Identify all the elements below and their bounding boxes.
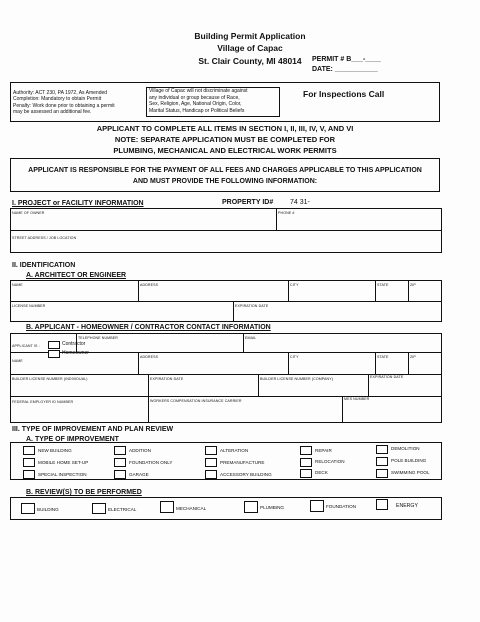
- special-inspection-label: SPECIAL INSPECTION: [38, 472, 87, 477]
- premanufacture-checkbox[interactable]: [205, 458, 217, 467]
- completion-line: Completion: Mandatory to obtain Permit: [13, 96, 102, 103]
- contractor-checkbox[interactable]: [48, 341, 60, 349]
- divider: [375, 280, 376, 301]
- applicant-name-field[interactable]: NAME: [12, 359, 23, 363]
- section-2-title: II. IDENTIFICATION: [12, 262, 76, 269]
- fees-line-2: AND MUST PROVIDE THE FOLLOWING INFORMATION:: [132, 178, 318, 185]
- divider: [375, 352, 376, 374]
- form-title: Building Permit Application: [194, 31, 306, 41]
- contractor-label: Contractor: [62, 341, 86, 347]
- divider: [368, 374, 369, 396]
- discrimination-text: [149, 88, 248, 114]
- mobile-home-checkbox[interactable]: [23, 458, 35, 467]
- garage-label: GARAGE: [129, 472, 149, 477]
- review-title: B. REVIEW(S) TO BE PERFORMED: [26, 489, 142, 496]
- fees-line-1: APPLICANT IS RESPONSIBLE FOR THE PAYMENT OF ALL FEES AND CHARGES APPLICABLE TO THIS APPLICATION: [28, 167, 422, 174]
- pole-building-label: POLE BUILDING: [391, 458, 427, 463]
- pole-building-checkbox[interactable]: [376, 457, 388, 466]
- applicant-title: B. APPLICANT - HOMEOWNER / CONTRACTOR CONTACT INFORMATION: [26, 324, 271, 331]
- owner-name-field[interactable]: NAME OF OWNER: [12, 211, 45, 215]
- applicant-city-field[interactable]: CITY: [290, 355, 299, 359]
- divider: [408, 352, 409, 374]
- divider: [148, 396, 149, 423]
- discrimination-line: Marital Status, Handicap or Political Beliefs: [149, 107, 245, 114]
- deck-checkbox[interactable]: [300, 469, 312, 478]
- penalty-line: Penalty: Work done prior to obtaining a permit: [13, 102, 115, 109]
- accessory-building-label: ACCESSORY BUILDING: [220, 472, 272, 477]
- telephone-field[interactable]: TELEPHONE NUMBER: [78, 336, 118, 340]
- divider: [138, 352, 139, 374]
- instruction-line-3: PLUMBING, MECHANICAL AND ELECTRICAL WORK PERMITS: [113, 146, 337, 155]
- street-address-field[interactable]: STREET ADDRESS / JOB LOCATION: [12, 236, 77, 240]
- accessory-building-checkbox[interactable]: [205, 470, 217, 479]
- applicant-is-label: APPLICANT IS :: [12, 344, 40, 348]
- addition-checkbox[interactable]: [114, 446, 126, 455]
- architect-title: A. ARCHITECT OR ENGINEER: [26, 272, 127, 279]
- alteration-checkbox[interactable]: [205, 446, 217, 455]
- homeowner-checkbox[interactable]: [48, 350, 60, 358]
- penalty-line-2: may be assessed an additional fee.: [13, 109, 92, 116]
- swimming-pool-checkbox[interactable]: [376, 469, 388, 478]
- building-review-checkbox[interactable]: [21, 503, 35, 514]
- fees-box: [10, 158, 440, 192]
- discrimination-line: any individual or group because of Race,: [149, 94, 240, 101]
- discrimination-line: Village of Capac will not discriminate against: [149, 88, 248, 94]
- authority-text: [13, 90, 115, 116]
- divider: [10, 230, 442, 231]
- demolition-label: DEMOLITION: [391, 446, 420, 451]
- village-address: St. Clair County, MI 48014: [198, 56, 302, 66]
- mes-number-field[interactable]: MES NUMBER: [344, 397, 370, 401]
- architect-state-field[interactable]: STATE: [377, 283, 389, 287]
- garage-checkbox[interactable]: [114, 470, 126, 479]
- divider: [342, 396, 343, 423]
- repair-checkbox[interactable]: [300, 446, 312, 455]
- swimming-pool-label: SWIMMING POOL: [391, 470, 430, 475]
- section-3-title: III. TYPE OF IMPROVEMENT AND PLAN REVIEW: [12, 426, 174, 433]
- divider: [233, 301, 234, 322]
- plumbing-review-label: PLUMBING: [260, 505, 284, 510]
- divider: [148, 374, 149, 396]
- addition-label: ADDITION: [129, 448, 151, 453]
- relocation-checkbox[interactable]: [300, 458, 312, 467]
- improvement-title: A. TYPE OF IMPROVEMENT: [26, 436, 119, 443]
- divider: [276, 208, 277, 230]
- authority-line: Authority: ACT 230, PA 1972, As Amended: [13, 90, 108, 96]
- workers-comp-field[interactable]: WORKERS COMPENSATION INSURANCE CARRIER: [150, 399, 242, 403]
- divider: [10, 396, 442, 397]
- divider: [258, 374, 259, 396]
- plumbing-review-checkbox[interactable]: [244, 501, 258, 513]
- relocation-label: RELOCATION: [315, 459, 345, 464]
- electrical-review-label: ELECTRICAL: [108, 507, 137, 512]
- divider: [408, 280, 409, 301]
- foundation-only-label: FOUNDATION ONLY: [129, 460, 173, 465]
- applicant-zip-field[interactable]: ZIP: [410, 355, 416, 359]
- energy-review-checkbox[interactable]: [376, 499, 388, 510]
- energy-review-label: ENERGY: [396, 503, 418, 509]
- divider: [288, 352, 289, 374]
- mechanical-review-checkbox[interactable]: [160, 501, 174, 513]
- architect-license-field[interactable]: LICENSE NUMBER: [12, 304, 46, 308]
- property-id-label: PROPERTY ID#: [222, 199, 274, 206]
- mechanical-review-label: MECHANICAL: [176, 506, 207, 511]
- new-building-label: NEW BUILDING: [38, 448, 72, 453]
- property-id-value[interactable]: 74 31-: [290, 199, 310, 206]
- builder-license-company-field[interactable]: BUILDER LICENSE NUMBER (COMPANY): [260, 377, 334, 381]
- foundation-review-label: FOUNDATION: [326, 504, 357, 509]
- federal-id-field[interactable]: FEDERAL EMPLOYER ID NUMBER: [12, 400, 74, 404]
- premanufacture-label: PREMANUFACTURE: [220, 460, 265, 465]
- village-name: Village of Capac: [217, 43, 283, 53]
- applicant-state-field[interactable]: STATE: [377, 355, 389, 359]
- mobile-home-label: MOBILE HOME SET-UP: [38, 460, 89, 465]
- instruction-line-2: NOTE: SEPARATE APPLICATION MUST BE COMPLETED FOR: [114, 135, 336, 144]
- foundation-review-checkbox[interactable]: [310, 500, 324, 512]
- divider: [243, 333, 244, 352]
- special-inspection-checkbox[interactable]: [23, 470, 35, 479]
- email-field[interactable]: EMAIL: [245, 336, 257, 340]
- new-building-checkbox[interactable]: [23, 446, 35, 455]
- architect-city-field[interactable]: CITY: [290, 283, 299, 287]
- company-expiration-field[interactable]: EXPIRATION DATE: [370, 375, 404, 379]
- builder-expiration-field[interactable]: EXPIRATION DATE: [150, 377, 184, 381]
- phone-field[interactable]: PHONE #: [278, 211, 295, 215]
- architect-name-field[interactable]: NAME: [12, 283, 23, 287]
- applicant-address-field[interactable]: ADDRESS: [140, 355, 159, 359]
- section-1-title: I. PROJECT or FACILITY INFORMATION: [12, 200, 144, 207]
- date-field[interactable]: DATE: ___________: [312, 66, 378, 73]
- divider: [288, 280, 289, 301]
- discrimination-line: Sex, Religion, Age, National Origin, Color,: [149, 101, 242, 108]
- architect-expiration-field[interactable]: EXPIRATION DATE: [235, 304, 269, 308]
- demolition-checkbox[interactable]: [376, 445, 388, 454]
- building-review-label: BUILDING: [37, 507, 59, 512]
- electrical-review-checkbox[interactable]: [92, 503, 106, 514]
- builder-license-field[interactable]: BUILDER LICENSE NUMBER (INDIVIDUAL): [12, 377, 88, 381]
- inspections-call: For Inspections Call: [303, 89, 385, 99]
- homeowner-label: Homeowner: [62, 350, 89, 356]
- divider: [138, 280, 139, 301]
- architect-address-field[interactable]: ADDRESS: [140, 283, 159, 287]
- deck-label: DECK: [315, 470, 328, 475]
- instruction-line-1: APPLICANT TO COMPLETE ALL ITEMS IN SECTION I, II, III, IV, V, AND VI: [96, 124, 354, 133]
- foundation-only-checkbox[interactable]: [114, 458, 126, 467]
- architect-zip-field[interactable]: ZIP: [410, 283, 416, 287]
- repair-label: REPAIR: [315, 448, 332, 453]
- divider: [10, 301, 442, 302]
- alteration-label: ALTERATION: [220, 448, 249, 453]
- permit-number-field[interactable]: PERMIT # B___-____: [312, 56, 381, 63]
